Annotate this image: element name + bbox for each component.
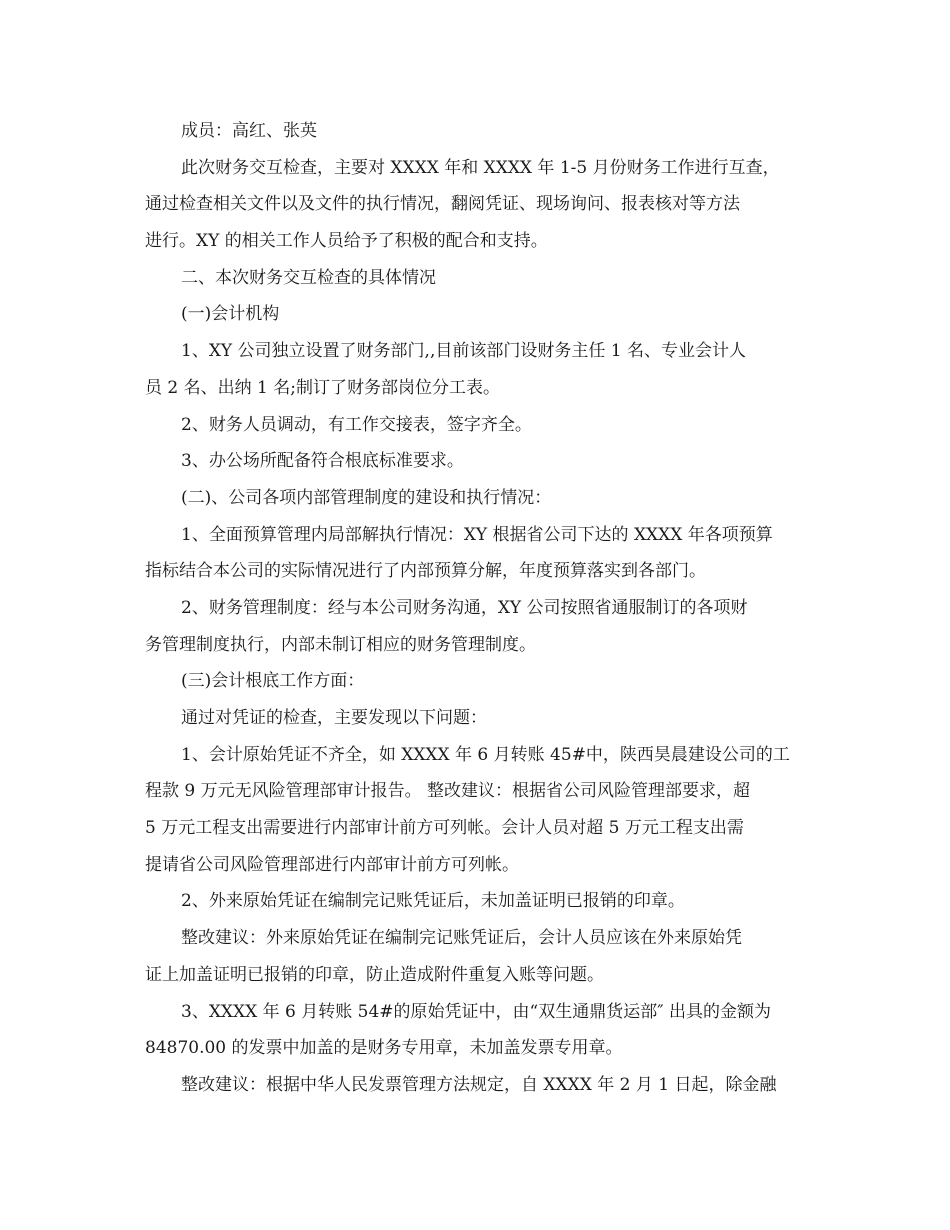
paragraph-line: 1、会计原始凭证不齐全，如 XXXX 年 6 月转账 45#中，陕西昊晨建设公司的工 xyxy=(181,744,790,765)
subsection-heading: (三)会计根底工作方面： xyxy=(181,671,365,692)
paragraph-line: 进行。XY 的相关工作人员给予了积极的配合和支持。 xyxy=(145,231,548,252)
subsection-heading: (一)会计机构 xyxy=(181,304,280,325)
paragraph-line: 1、全面预算管理内局部解执行情况：XY 根据省公司下达的 XXXX 年各项预算 xyxy=(181,524,773,545)
paragraph-line: 员 2 名、出纳 1 名;制订了财务部岗位分工表。 xyxy=(145,377,500,398)
paragraph-line: 通过对凭证的检查，主要发现以下问题： xyxy=(181,708,487,728)
paragraph-line: 2、财务管理制度：经与本公司财务沟通，XY 公司按照省通服制订的各项财 xyxy=(181,597,748,618)
paragraph-line: 通过检查相关文件以及文件的执行情况，翻阅凭证、现场询问、报表核对等方法 xyxy=(145,194,740,215)
paragraph-line: 84870.00 的发票中加盖的是财务专用章，未加盖发票专用章。 xyxy=(145,1038,623,1059)
paragraph-line: 此次财务交互检查，主要对 XXXX 年和 XXXX 年 1-5 月份财务工作进行互查， xyxy=(181,157,780,178)
paragraph-line: 整改建议：根据中华人民发票管理方法规定，自 XXXX 年 2 月 1 日起，除金融 xyxy=(181,1074,777,1095)
paragraph-line: 5 万元工程支出需要进行内部审计前方可列帐。会计人员对超 5 万元工程支出需 xyxy=(145,818,744,839)
paragraph-line: 指标结合本公司的实际情况进行了内部预算分解，年度预算落实到各部门。 xyxy=(145,561,706,582)
paragraph-line: 程款 9 万元无风险管理部审计报告。 整改建议：根据省公司风险管理部要求，超 xyxy=(145,781,751,802)
document-body xyxy=(145,113,815,1104)
paragraph-line-members: 成员：高红、张英 xyxy=(181,121,317,141)
paragraph-line: 2、外来原始凭证在编制完记账凭证后，未加盖证明已报销的印章。 xyxy=(181,891,685,912)
paragraph-line: 2、财务人员调动，有工作交接表，签字齐全。 xyxy=(181,414,532,435)
paragraph-line: 证上加盖证明已报销的印章，防止造成附件重复入账等问题。 xyxy=(145,964,604,985)
paragraph-line: 务管理制度执行，内部未制订相应的财务管理制度。 xyxy=(145,634,536,655)
paragraph-line: 3、办公场所配备符合根底标准要求。 xyxy=(181,451,464,472)
paragraph-line: 提请省公司风险管理部进行内部审计前方可列帐。 xyxy=(145,854,519,875)
paragraph-line: 3、XXXX 年 6 月转账 54#的原始凭证中，由“双生通鼎货运部″ 出具的金额为 xyxy=(181,1001,771,1022)
paragraph-line: 1、XY 公司独立设置了财务部门,,目前该部门设财务主任 1 名、专业会计人 xyxy=(181,341,746,362)
paragraph-line: 整改建议：外来原始凭证在编制完记账凭证后，会计人员应该在外来原始凭 xyxy=(181,928,742,949)
section-heading: 二、本次财务交互检查的具体情况 xyxy=(181,267,436,288)
subsection-heading: (二)、公司各项内部管理制度的建设和执行情况： xyxy=(181,487,552,508)
